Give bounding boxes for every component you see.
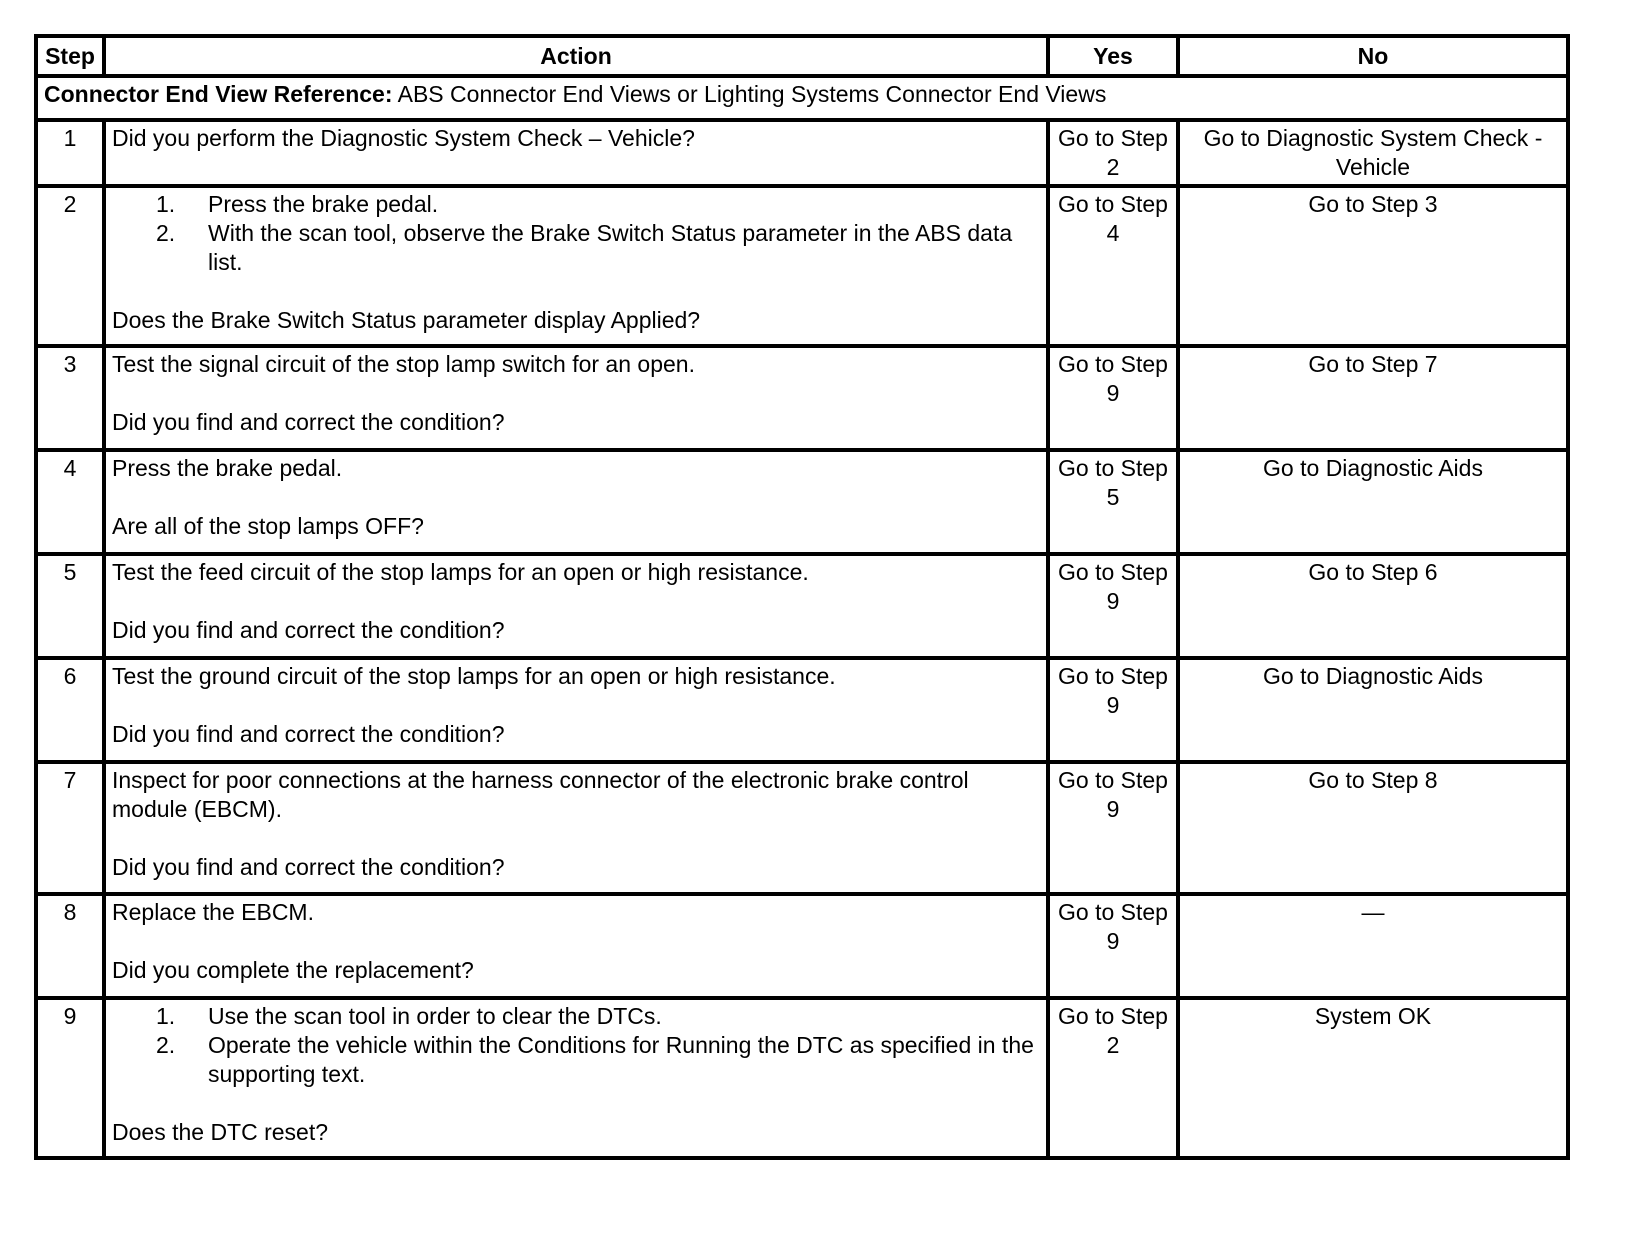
header-yes: Yes (1048, 36, 1178, 76)
table-row (36, 762, 1568, 894)
list-item: 2. With the scan tool, observe the Brake Switch Status parameter in the ABS data list. (156, 220, 1013, 275)
list-item: 1. Use the scan tool in order to clear the DTCs. (156, 1003, 662, 1029)
procedure-list (112, 190, 1040, 277)
question-text: Did you find and correct the condition? (112, 721, 505, 747)
no-cell: System OK (1178, 998, 1568, 1158)
table-row (36, 346, 1568, 450)
step-number: 4 (36, 450, 104, 554)
action-text: Press the brake pedal. (112, 455, 343, 481)
yes-cell: Go to Step 9 (1048, 762, 1178, 894)
yes-cell: Go to Step 9 (1048, 554, 1178, 658)
step-number: 9 (36, 998, 104, 1158)
action-cell (104, 554, 1048, 658)
table-row (36, 894, 1568, 998)
question-text: Does the Brake Switch Status parameter display Applied? (112, 307, 701, 333)
question-text: Did you find and correct the condition? (112, 409, 505, 435)
action-text: Test the feed circuit of the stop lamps for an open or high resistance. (112, 559, 809, 585)
action-cell (104, 120, 1048, 186)
action-cell (104, 450, 1048, 554)
step-number: 6 (36, 658, 104, 762)
table-row (36, 658, 1568, 762)
no-cell: Go to Step 6 (1178, 554, 1568, 658)
list-item: 2. Operate the vehicle within the Conditions for Running the DTC as specified in the supporting text. (156, 1032, 1034, 1087)
action-text: Replace the EBCM. (112, 899, 314, 925)
list-item-text: Use the scan tool in order to clear the DTCs. (208, 1003, 662, 1029)
yes-cell: Go to Step 5 (1048, 450, 1178, 554)
no-cell: — (1178, 894, 1568, 998)
yes-cell: Go to Step 9 (1048, 894, 1178, 998)
list-item: 1. Press the brake pedal. (156, 191, 439, 217)
step-number: 7 (36, 762, 104, 894)
step-number: 3 (36, 346, 104, 450)
table-row (36, 186, 1568, 346)
yes-cell: Go to Step 4 (1048, 186, 1178, 346)
header-row (36, 36, 1568, 76)
action-text: Test the signal circuit of the stop lamp switch for an open. (112, 351, 695, 377)
action-cell (104, 998, 1048, 1158)
no-cell: Go to Diagnostic System Check - Vehicle (1178, 120, 1568, 186)
header-step: Step (36, 36, 104, 76)
no-cell: Go to Step 3 (1178, 186, 1568, 346)
action-cell (104, 186, 1048, 346)
header-action: Action (104, 36, 1048, 76)
list-item-text: Press the brake pedal. (208, 191, 439, 217)
question-text: Does the DTC reset? (112, 1119, 329, 1145)
step-number: 2 (36, 186, 104, 346)
procedure-list (112, 1002, 1040, 1089)
no-cell: Go to Step 7 (1178, 346, 1568, 450)
yes-cell: Go to Step 2 (1048, 998, 1178, 1158)
yes-cell: Go to Step 9 (1048, 346, 1178, 450)
action-cell (104, 894, 1048, 998)
yes-cell: Go to Step 9 (1048, 658, 1178, 762)
header-no: No (1178, 36, 1568, 76)
action-text: Test the ground circuit of the stop lamps for an open or high resistance. (112, 663, 836, 689)
action-cell (104, 346, 1048, 450)
table-row (36, 998, 1568, 1158)
list-item-text: With the scan tool, observe the Brake Switch Status parameter in the ABS data list. (208, 220, 1013, 275)
question-text: Did you find and correct the condition? (112, 617, 505, 643)
no-cell: Go to Diagnostic Aids (1178, 450, 1568, 554)
question-text: Are all of the stop lamps OFF? (112, 513, 424, 539)
reference-text: ABS Connector End Views or Lighting Systems Connector End Views (397, 81, 1107, 107)
action-cell (104, 762, 1048, 894)
no-cell: Go to Step 8 (1178, 762, 1568, 894)
reference-label: Connector End View Reference: (44, 81, 393, 107)
action-text: Inspect for poor connections at the harness connector of the electronic brake control module (EBCM). (112, 767, 969, 822)
step-number: 5 (36, 554, 104, 658)
action-cell (104, 658, 1048, 762)
list-item-text: Operate the vehicle within the Conditions for Running the DTC as specified in the supporting text. (208, 1032, 1034, 1087)
question-text: Did you perform the Diagnostic System Check – Vehicle? (112, 125, 695, 151)
question-text: Did you find and correct the condition? (112, 854, 505, 880)
step-number: 8 (36, 894, 104, 998)
yes-cell: Go to Step 2 (1048, 120, 1178, 186)
table-row (36, 450, 1568, 554)
step-number: 1 (36, 120, 104, 186)
question-text: Did you complete the replacement? (112, 957, 474, 983)
table-row (36, 120, 1568, 186)
reference-row (36, 76, 1568, 120)
table-row (36, 554, 1568, 658)
no-cell: Go to Diagnostic Aids (1178, 658, 1568, 762)
diagnostic-table (34, 34, 1570, 1160)
connector-reference (36, 76, 1568, 120)
